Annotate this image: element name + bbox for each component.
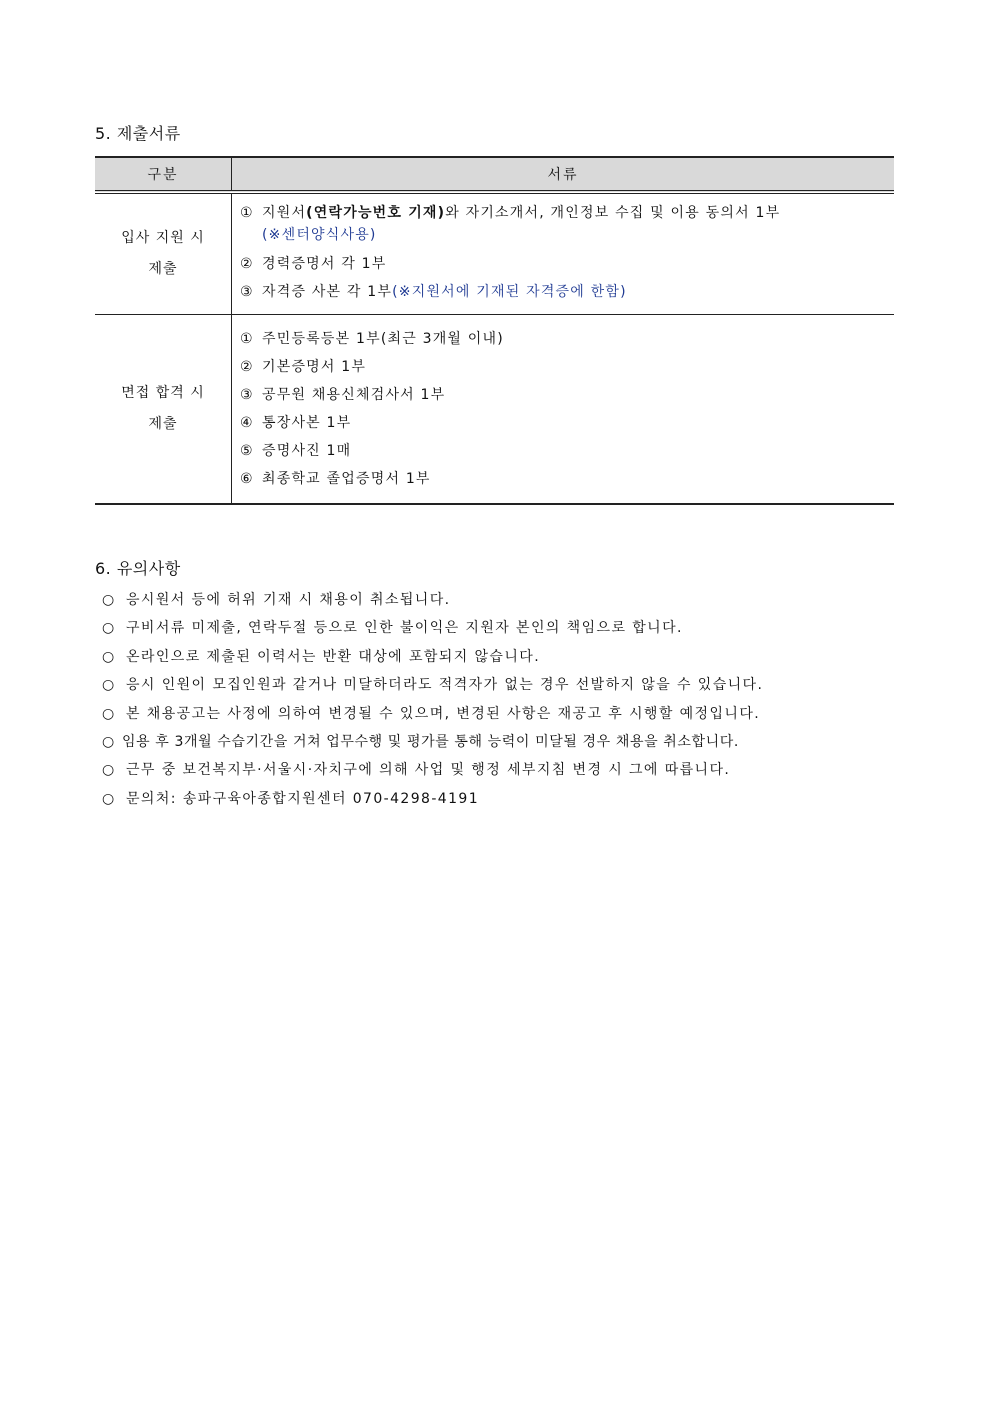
list-item: ⑥ 최종학교 졸업증명서 1부	[240, 465, 894, 493]
notes-list	[102, 586, 763, 813]
circle-bullet-icon: ○	[102, 762, 116, 779]
list-item: ○ 임용 후 3개월 수습기간을 거쳐 업무수행 및 평가를 통해 능력이 미달될 경우 채용을 취소합니다.	[102, 728, 763, 756]
item-number: ③	[240, 387, 254, 403]
table-row	[95, 315, 894, 505]
circle-bullet-icon: ○	[102, 734, 115, 751]
row-label-application: 입사 지원 시 제출	[95, 192, 232, 315]
certificate-note: (※지원서에 기재된 자격증에 한함)	[392, 284, 627, 300]
table-row	[95, 192, 894, 315]
list-item: ② 기본증명서 1부	[240, 353, 894, 381]
list-item: ○ 응시원서 등에 허위 기재 시 채용이 취소됩니다.	[102, 586, 763, 614]
list-item: ○ 구비서류 미제출, 연락두절 등으로 인한 불이익은 지원자 본인의 책임으로 합니다.	[102, 614, 763, 642]
row-label-interview: 면접 합격 시 제출	[95, 315, 232, 505]
item-number: ③	[240, 284, 254, 300]
row-items-application	[232, 192, 895, 315]
list-item: ⑤ 증명사진 1매	[240, 437, 894, 465]
item-number: ②	[240, 256, 254, 272]
circle-bullet-icon: ○	[102, 592, 116, 608]
circle-bullet-icon: ○	[102, 677, 116, 694]
section-6-title: 6. 유의사항	[95, 559, 181, 578]
item-number: ②	[240, 359, 254, 375]
list-item: ③ 자격증 사본 각 1부(※지원서에 기재된 자격증에 한함)	[240, 278, 894, 306]
circle-bullet-icon: ○	[102, 790, 116, 807]
center-form-note: (※센터양식사용)	[262, 227, 377, 243]
list-item: ④ 통장사본 1부	[240, 409, 894, 437]
item-number: ①	[240, 331, 254, 347]
item-number: ④	[240, 415, 254, 431]
list-item: ○ 응시 인원이 모집인원과 같거나 미달하더라도 적격자가 없는 경우 선발하지 않을 수 있습니다.	[102, 671, 763, 699]
table-header-row	[95, 157, 894, 192]
list-item: ② 경력증명서 각 1부	[240, 250, 894, 278]
list-item: ① 주민등록등본 1부(최근 3개월 이내)	[240, 325, 894, 353]
list-item: ○ 근무 중 보건복지부·서울시·자치구에 의해 사업 및 행정 세부지침 변경 시 그에 따릅니다.	[102, 756, 763, 784]
list-item: ○ 본 채용공고는 사정에 의하여 변경될 수 있으며, 변경된 사항은 재공고 후 시행할 예정입니다.	[102, 700, 763, 728]
row-items-interview	[232, 315, 895, 505]
list-item: ① 지원서(연락가능번호 기재)와 자기소개서, 개인정보 수집 및 이용 동의서 1부 (※센터양식사용)	[240, 202, 894, 246]
list-item: ○ 문의처: 송파구육아종합지원센터 070-4298-4191	[102, 785, 763, 813]
header-documents: 서류	[232, 157, 895, 192]
circle-bullet-icon: ○	[102, 705, 116, 722]
documents-table	[95, 156, 894, 505]
circle-bullet-icon: ○	[102, 648, 116, 665]
header-category: 구분	[95, 157, 232, 192]
list-item: ○ 온라인으로 제출된 이력서는 반환 대상에 포함되지 않습니다.	[102, 643, 763, 671]
item-number: ⑥	[240, 471, 254, 487]
circle-bullet-icon: ○	[102, 620, 116, 637]
item-number: ⑤	[240, 443, 254, 459]
item-number: ①	[240, 205, 254, 221]
list-item: ③ 공무원 채용신체검사서 1부	[240, 381, 894, 409]
section-5-title: 5. 제출서류	[95, 124, 181, 143]
